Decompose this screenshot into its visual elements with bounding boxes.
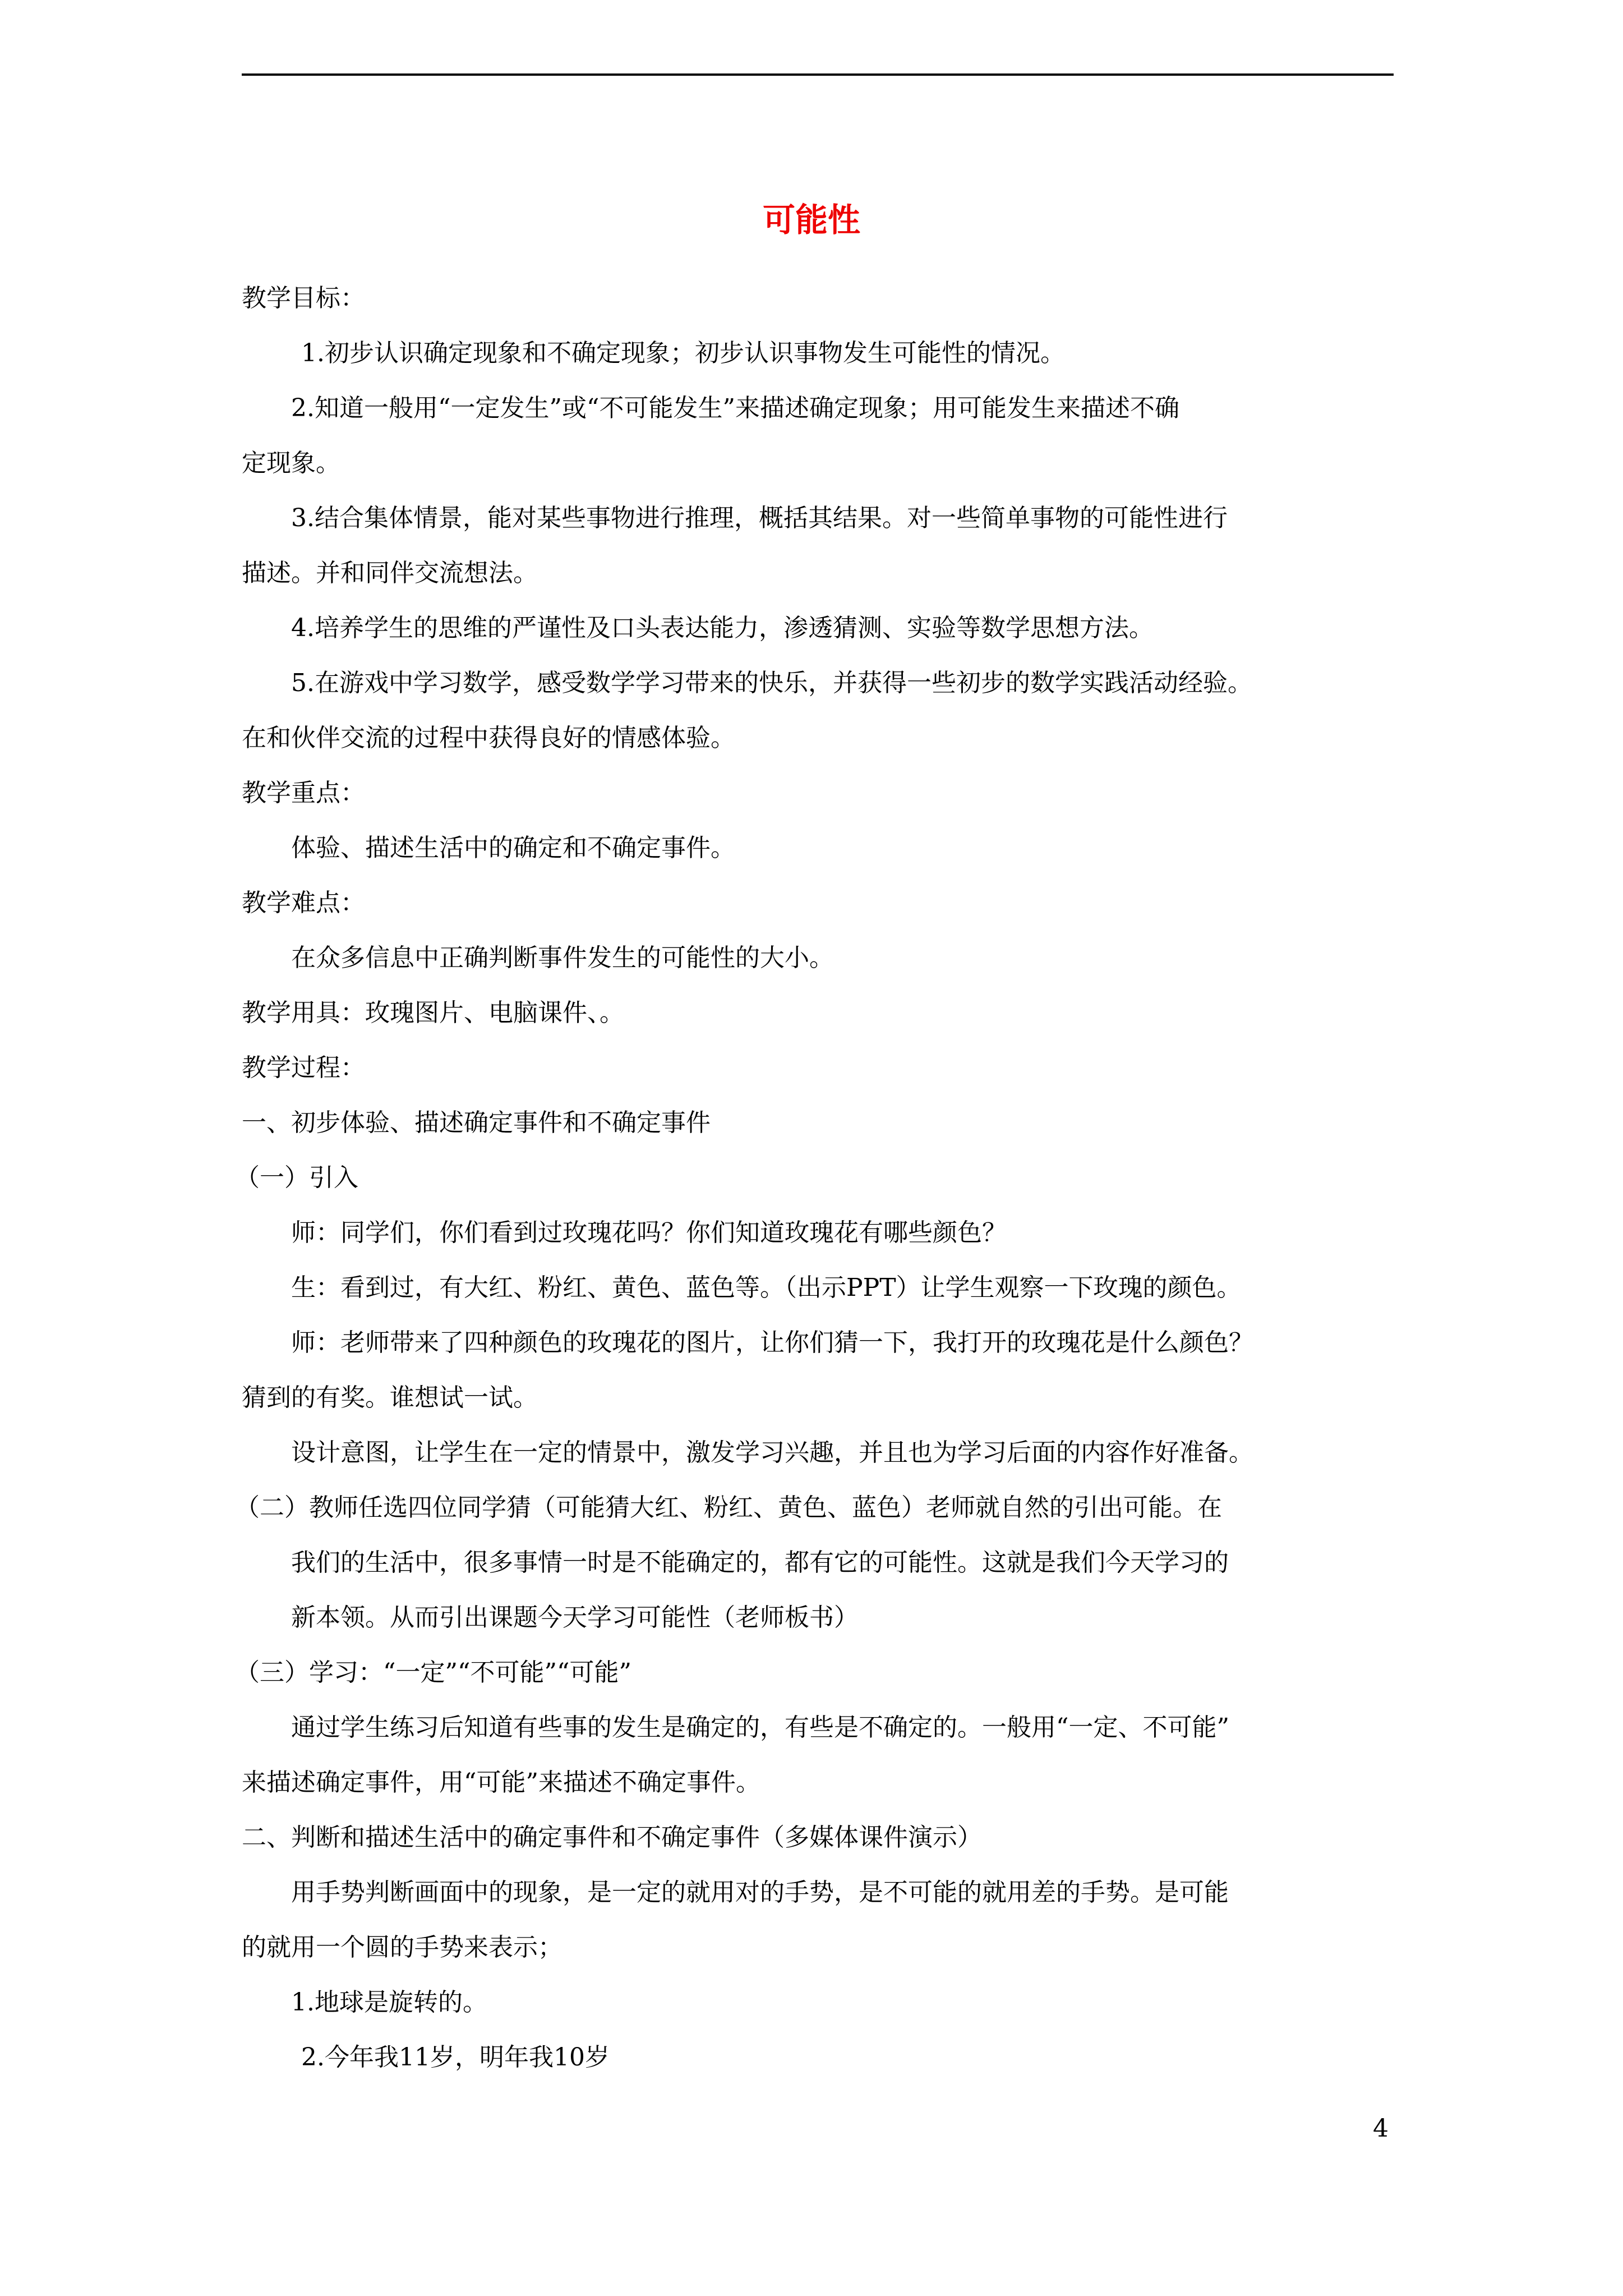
body-line: 在众多信息中正确判断事件发生的可能性的大小。 <box>291 944 834 972</box>
body-line: 一、初步体验、描述确定事件和不确定事件 <box>242 1108 711 1137</box>
body-line: 1.地球是旋转的。 <box>291 1988 487 2017</box>
body-line: 3.结合集体情景，能对某些事物进行推理，概括其结果。对一些简单事物的可能性进行 <box>291 504 1228 532</box>
body-line: 教学目标： <box>242 284 365 312</box>
body-line: 用手势判断画面中的现象，是一定的就用对的手势，是不可能的就用差的手势。是可能 <box>291 1878 1229 1907</box>
page-number: 4 <box>1373 2114 1389 2143</box>
body-line: 定现象。 <box>242 449 340 477</box>
body-line: （二）教师任选四位同学猜（可能猜大红、粉红、黄色、蓝色）老师就自然的引出可能。在 <box>235 1493 1222 1522</box>
body-line: 教学难点： <box>242 889 365 917</box>
body-line: 教学用具：玫瑰图片、电脑课件、。 <box>242 999 624 1027</box>
body-line: 教学过程： <box>242 1053 365 1082</box>
body-line: 设计意图，让学生在一定的情景中，激发学习兴趣，并且也为学习后面的内容作好准备。 <box>291 1438 1253 1467</box>
body-line: 描述。并和同伴交流想法。 <box>242 559 538 587</box>
body-line: 的就用一个圆的手势来表示； <box>242 1933 562 1962</box>
body-line: 体验、描述生活中的确定和不确定事件。 <box>291 834 735 862</box>
body-line: 教学重点： <box>242 779 365 807</box>
body-line: （三）学习：“一定”“不可能”“可能” <box>235 1658 631 1687</box>
body-line: 二、判断和描述生活中的确定事件和不确定事件（多媒体课件演示） <box>242 1823 982 1852</box>
body-line: 我们的生活中，很多事情一时是不能确定的，都有它的可能性。这就是我们今天学习的 <box>291 1548 1229 1577</box>
body-line: 通过学生练习后知道有些事的发生是确定的，有些是不确定的。一般用“一定、不可能” <box>291 1713 1229 1742</box>
document-title: 可能性 <box>762 201 860 239</box>
body-line: 师：老师带来了四种颜色的玫瑰花的图片，让你们猜一下，我打开的玫瑰花是什么颜色？ <box>291 1328 1253 1357</box>
body-line: 2.今年我11岁，明年我10岁 <box>301 2043 610 2072</box>
body-line: 5.在游戏中学习数学，感受数学学习带来的快乐，并获得一些初步的数学实践活动经验。 <box>291 669 1252 697</box>
body-line: 猜到的有奖。谁想试一试。 <box>242 1383 538 1412</box>
document-body <box>235 271 1393 2085</box>
body-line: 2.知道一般用“一定发生”或“不可能发生”来描述确定现象；用可能发生来描述不确 <box>291 394 1179 422</box>
body-line: 在和伙伴交流的过程中获得良好的情感体验。 <box>242 724 735 752</box>
body-line: 师：同学们，你们看到过玫瑰花吗？你们知道玫瑰花有哪些颜色？ <box>291 1218 1007 1247</box>
body-line: 4.培养学生的思维的严谨性及口头表达能力，渗透猜测、实验等数学思想方法。 <box>291 614 1154 642</box>
body-line: 1.初步认识确定现象和不确定现象；初步认识事物发生可能性的情况。 <box>301 339 1065 367</box>
body-line: （一）引入 <box>235 1163 358 1192</box>
header-rule <box>242 73 1394 76</box>
body-line: 新本领。从而引出课题今天学习可能性（老师板书） <box>291 1603 859 1632</box>
body-line: 生：看到过，有大红、粉红、黄色、蓝色等。（出示PPT）让学生观察一下玫瑰的颜色。 <box>291 1273 1242 1302</box>
body-line: 来描述确定事件，用“可能”来描述不确定事件。 <box>242 1768 760 1797</box>
